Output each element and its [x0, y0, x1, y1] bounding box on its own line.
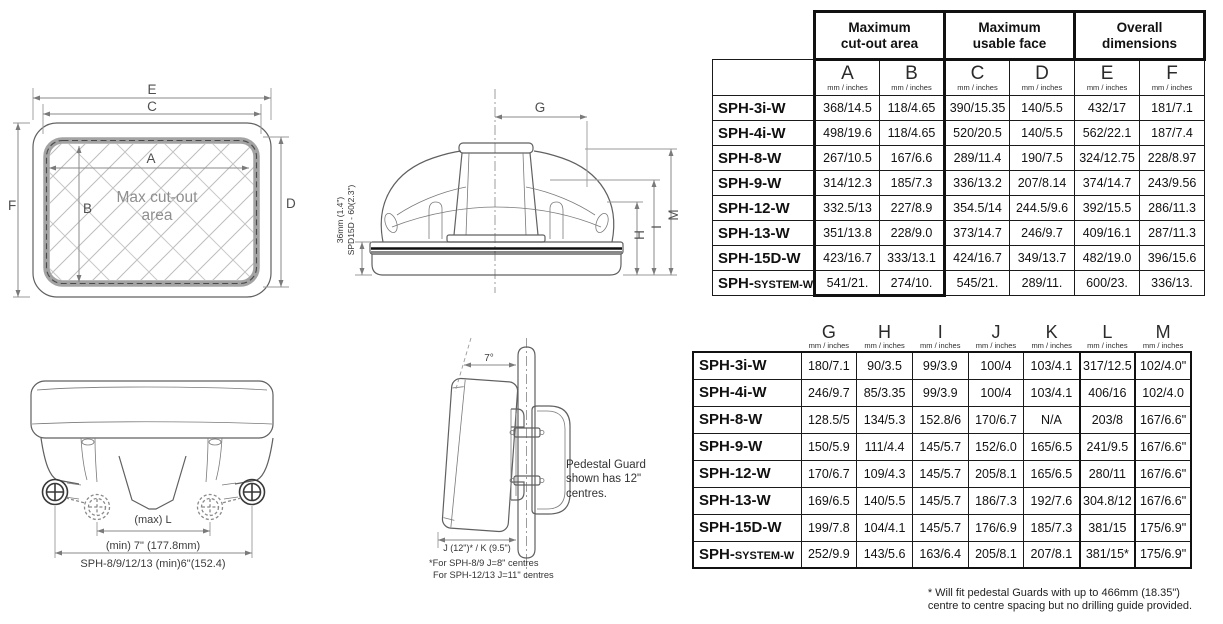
column-header-e: E mm / inches: [1075, 60, 1140, 96]
model-label: SPH-9-W: [693, 433, 801, 460]
dim-value: 246/9.7: [801, 379, 857, 406]
jk-note-line1: *For SPH-8/9 J=8" centres: [429, 558, 539, 568]
column-header-g: G mm / inches: [808, 322, 850, 350]
dim-value: 289/11.: [1010, 271, 1075, 296]
dim-value: 180/7.1: [801, 352, 857, 379]
dim-label-h: H: [632, 230, 647, 240]
dim-value: 406/16: [1080, 379, 1136, 406]
model-label: SPH-8-W: [693, 406, 801, 433]
pod-front-view-diagram: [15, 370, 330, 585]
base-height-note-line2: SPD15D - 60(2.3"): [346, 184, 356, 256]
dim-value: 167/6.6": [1135, 406, 1191, 433]
dim-value: 190/7.5: [1010, 146, 1075, 171]
dim-value: 520/20.5: [945, 121, 1010, 146]
caption-line: centres.: [566, 487, 607, 500]
dim-label-min-7in: (min) 7" (177.8mm): [105, 540, 201, 552]
model-label: SPH-13-W: [693, 487, 801, 514]
dim-value: 99/3.9: [912, 352, 968, 379]
dim-value: 100/4: [968, 352, 1024, 379]
dim-value: 314/12.3: [815, 171, 880, 196]
dim-value: 118/4.65: [880, 96, 945, 121]
dim-value: 140/5.5: [1010, 121, 1075, 146]
dimensions-table-g-m: [692, 322, 1192, 569]
dim-value: 332.5/13: [815, 196, 880, 221]
dim-value: 267/10.5: [815, 146, 880, 171]
model-column-header: [713, 60, 815, 96]
dim-value: 600/23.: [1075, 271, 1140, 296]
cutout-area-label-line1: Max cut-out: [116, 189, 198, 206]
pedestal-guard-caption: [566, 458, 646, 501]
column-header-i: I mm / inches: [920, 322, 961, 350]
angle-label: 7°: [484, 353, 494, 364]
dim-value: 396/15.6: [1140, 246, 1205, 271]
dim-label-e: E: [147, 82, 157, 97]
dim-value: 111/4.4: [857, 433, 913, 460]
dim-value: 167/6.6: [880, 146, 945, 171]
dim-value: 289/11.4: [945, 146, 1010, 171]
dim-value: 562/22.1: [1075, 121, 1140, 146]
dim-value: 207/8.1: [1024, 541, 1080, 568]
dim-value: 165/6.5: [1024, 433, 1080, 460]
dim-value: 333/13.1: [880, 246, 945, 271]
column-header-f: F mm / inches: [1140, 60, 1205, 96]
dim-value: 140/5.5: [857, 487, 913, 514]
dim-value: 374/14.7: [1075, 171, 1140, 196]
dim-value: 336/13.2: [945, 171, 1010, 196]
dim-value: 205/8.1: [968, 460, 1024, 487]
dim-value: 381/15: [1080, 514, 1136, 541]
dim-value: 498/19.6: [815, 121, 880, 146]
dim-label-d: D: [286, 196, 296, 211]
dim-value: 128.5/5: [801, 406, 857, 433]
dim-label-c: C: [147, 99, 157, 114]
group-header: Maximum usable face: [945, 12, 1075, 60]
dim-value: 390/15.35: [945, 96, 1010, 121]
dim-value: 186/7.3: [968, 487, 1024, 514]
dim-value: 118/4.65: [880, 121, 945, 146]
dim-value: 280/11: [1080, 460, 1136, 487]
dim-value: 102/4.0: [1135, 379, 1191, 406]
dim-value: 102/4.0": [1135, 352, 1191, 379]
dim-value: 175/6.9": [1135, 541, 1191, 568]
pod-side-elevation-diagram: [335, 75, 700, 300]
dim-value: 175/6.9": [1135, 514, 1191, 541]
caption-line: shown has 12": [566, 473, 642, 486]
dim-value: 205/8.1: [968, 541, 1024, 568]
dim-value: 541/21.: [815, 271, 880, 296]
dim-value: 152/6.0: [968, 433, 1024, 460]
dim-value: 169/6.5: [801, 487, 857, 514]
dim-value: 167/6.6": [1135, 433, 1191, 460]
dim-value: 207/8.14: [1010, 171, 1075, 196]
dim-value: 185/7.3: [880, 171, 945, 196]
dim-value: 324/12.75: [1075, 146, 1140, 171]
group-header: Overall dimensions: [1075, 12, 1205, 60]
dim-value: 228/8.97: [1140, 146, 1205, 171]
dim-value: 103/4.1: [1024, 352, 1080, 379]
dim-value: 150/5.9: [801, 433, 857, 460]
pod-outline: [370, 143, 623, 275]
footnote-line: * Will fit pedestal Guards with up to 466mm (18.35"): [927, 587, 1180, 599]
model-label: SPH-3i-W: [693, 352, 801, 379]
model-label: SPH-8-W: [713, 146, 815, 171]
dim-value: 152.8/6: [912, 406, 968, 433]
pole-clamps: [510, 428, 544, 485]
dim-value: 392/15.5: [1075, 196, 1140, 221]
model-label: SPH-15D-W: [693, 514, 801, 541]
dim-value: 368/14.5: [815, 96, 880, 121]
column-header-j: J mm / inches: [975, 322, 1017, 350]
dim-value: 165/6.5: [1024, 460, 1080, 487]
column-header-k: K mm / inches: [1031, 322, 1072, 350]
dim-value: 145/5.7: [912, 487, 968, 514]
model-label: SPH-4i-W: [693, 379, 801, 406]
dim-value: N/A: [1024, 406, 1080, 433]
dim-value: 85/3.35: [857, 379, 913, 406]
dim-value: 286/11.3: [1140, 196, 1205, 221]
dim-value: 336/13.: [1140, 271, 1205, 296]
dim-value: 181/7.1: [1140, 96, 1205, 121]
dim-value: 170/6.7: [968, 406, 1024, 433]
dim-label-min-6in: SPH-8/9/12/13 (min)6"(152.4): [80, 558, 226, 570]
dim-value: 170/6.7: [801, 460, 857, 487]
dim-value: 104/4.1: [857, 514, 913, 541]
column-header-m: M mm / inches: [1142, 322, 1184, 350]
dim-value: 354.5/14: [945, 196, 1010, 221]
dim-label-b: B: [83, 201, 93, 216]
dim-value: 241/9.5: [1080, 433, 1136, 460]
dim-value: 381/15*: [1080, 541, 1136, 568]
dim-value: 187/7.4: [1140, 121, 1205, 146]
model-column-header: [693, 322, 801, 352]
corner-cell: [713, 12, 815, 60]
dim-value: 100/4: [968, 379, 1024, 406]
model-label: SPH-15D-W: [713, 246, 815, 271]
dim-value: 203/8: [1080, 406, 1136, 433]
group-header: Maximum cut-out area: [815, 12, 945, 60]
dim-value: 140/5.5: [1010, 96, 1075, 121]
column-header-d: D mm / inches: [1010, 60, 1075, 96]
column-header-l: L mm / inches: [1087, 322, 1128, 350]
dim-label-g: G: [534, 100, 546, 115]
model-label: SPH-12-W: [693, 460, 801, 487]
dim-label-jk: J (12")* / K (9.5"): [443, 543, 511, 553]
dim-value: 167/6.6": [1135, 460, 1191, 487]
dim-value: 109/4.3: [857, 460, 913, 487]
dim-value: 243/9.56: [1140, 171, 1205, 196]
column-header-c: C mm / inches: [945, 60, 1010, 96]
jk-note-line2: For SPH-12/13 J=11" centres: [433, 570, 554, 580]
cutout-area-diagram: [5, 80, 305, 305]
footnote: [928, 587, 1192, 613]
column-header-h: H mm / inches: [864, 322, 905, 350]
dimension-lines: [355, 117, 677, 275]
dim-value: 252/9.9: [801, 541, 857, 568]
dim-value: 90/3.5: [857, 352, 913, 379]
dim-value: 228/9.0: [880, 221, 945, 246]
dim-value: 134/5.3: [857, 406, 913, 433]
column-header-a: A mm / inches: [815, 60, 880, 96]
model-label: SPH-4i-W: [713, 121, 815, 146]
dim-value: 176/6.9: [968, 514, 1024, 541]
model-label: SPH-13-W: [713, 221, 815, 246]
column-header-b: B mm / inches: [880, 60, 945, 96]
dim-value: 246/9.7: [1010, 221, 1075, 246]
dim-label-max-l: (max) L: [134, 514, 172, 526]
angle-dimension: [455, 338, 516, 392]
dim-value: 317/12.5: [1080, 352, 1136, 379]
dim-value: 143/5.6: [857, 541, 913, 568]
dim-value: 423/16.7: [815, 246, 880, 271]
dim-value: 545/21.: [945, 271, 1010, 296]
dim-value: 351/13.8: [815, 221, 880, 246]
dim-value: 409/16.1: [1075, 221, 1140, 246]
dim-value: 274/10.: [880, 271, 945, 296]
dim-value: 167/6.6": [1135, 487, 1191, 514]
dimensions-table-a-f: [712, 10, 1206, 297]
dim-value: 424/16.7: [945, 246, 1010, 271]
model-label: SPH-12-W: [713, 196, 815, 221]
dim-value: 199/7.8: [801, 514, 857, 541]
dim-value: 432/17: [1075, 96, 1140, 121]
dim-value: 103/4.1: [1024, 379, 1080, 406]
dim-value: 304.8/12: [1080, 487, 1136, 514]
base-height-note-line1: 36mm (1.4"): [335, 196, 345, 244]
model-label: SPH-SYSTEM-W: [693, 541, 801, 568]
cutout-area-label-line2: area: [141, 207, 173, 224]
caption-line: Pedestal Guard: [566, 459, 646, 471]
guard-plate: [532, 406, 570, 514]
dim-value: 163/6.4: [912, 541, 968, 568]
footnote-line: centre to centre spacing but no drilling guide provided.: [927, 600, 1192, 613]
dim-label-m: M: [666, 209, 681, 221]
dim-value: 145/5.7: [912, 514, 968, 541]
model-label: SPH-SYSTEM-W: [713, 271, 815, 296]
dim-value: 192/7.6: [1024, 487, 1080, 514]
dim-value: 244.5/9.6: [1010, 196, 1075, 221]
dim-value: 99/3.9: [912, 379, 968, 406]
dim-value: 145/5.7: [912, 433, 968, 460]
dim-label-a: A: [146, 151, 156, 166]
model-label: SPH-9-W: [713, 171, 815, 196]
dim-value: 482/19.0: [1075, 246, 1140, 271]
display-pod-side: [442, 378, 518, 532]
dim-value: 227/8.9: [880, 196, 945, 221]
dim-label-f: F: [8, 198, 17, 213]
pedestal-guard-diagram: [425, 330, 705, 595]
dim-value: 185/7.3: [1024, 514, 1080, 541]
model-label: SPH-3i-W: [713, 96, 815, 121]
dim-value: 287/11.3: [1140, 221, 1205, 246]
dim-label-i: I: [649, 225, 664, 229]
dim-value: 349/13.7: [1010, 246, 1075, 271]
dim-value: 373/14.7: [945, 221, 1010, 246]
dim-value: 145/5.7: [912, 460, 968, 487]
